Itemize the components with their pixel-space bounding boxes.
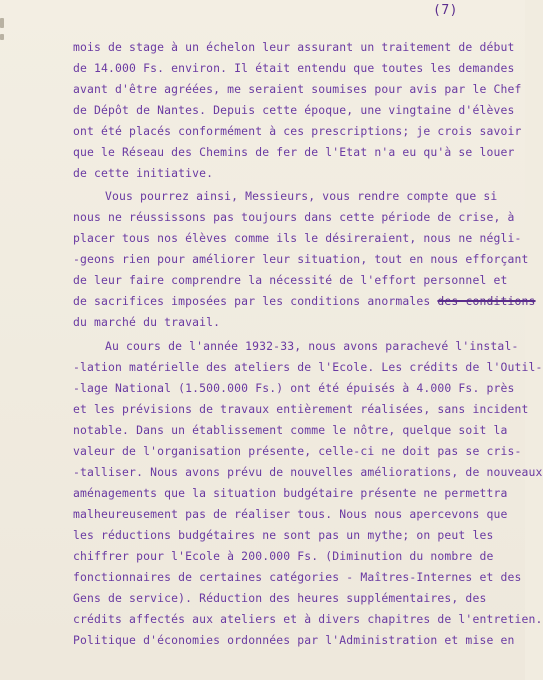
text-line: -lation matérielle des ateliers de l'Ecole. Les crédits de l'Outil- — [73, 360, 543, 374]
text-line: malheureusement pas de réaliser tous. Nous nous apercevons que — [73, 507, 508, 521]
text-segment: de sacrifices imposées par les conditions anormales — [73, 294, 431, 308]
text-line: ont été placés conformément à ces prescriptions; je crois savoir — [73, 124, 522, 138]
text-line: chiffrer pour l'Ecole à 200.000 Fs. (Diminution du nombre de — [73, 549, 494, 563]
text-line: Politique d'économies ordonnées par l'Administration et mise en — [73, 633, 515, 647]
paragraph-first-line: Vous pourrez ainsi, Messieurs, vous rendre compte que si — [105, 189, 498, 203]
text-line: que le Réseau des Chemins de fer de l'Etat n'a eu qu'à se louer — [73, 145, 515, 159]
text-line: -lage National (1.500.000 Fs.) ont été épuisés à 4.000 Fs. près — [73, 381, 515, 395]
text-line-with-strikeout — [73, 294, 536, 308]
text-line: -geons rien pour améliorer leur situation, tout en nous efforçant — [73, 252, 529, 266]
text-line: notable. Dans un établissement comme le nôtre, quelque soit la — [73, 423, 508, 437]
text-line: de Dépôt de Nantes. Depuis cette époque, une vingtaine d'élèves — [73, 103, 515, 117]
text-line: mois de stage à un échelon leur assurant un traitement de début — [73, 40, 515, 54]
text-line: de leur faire comprendre la nécessité de l'effort personnel et — [73, 273, 508, 287]
paragraph-first-line: Au cours de l'année 1932-33, nous avons parachevé l'instal- — [105, 339, 519, 353]
page-edge-mark — [0, 18, 4, 28]
text-line: de 14.000 Fs. environ. Il était entendu que toutes les demandes — [73, 61, 515, 75]
struck-out-text: des conditions — [437, 294, 536, 308]
page-edge-mark — [0, 34, 4, 40]
text-line: crédits affectés aux ateliers et à divers chapitres de l'entretien. — [73, 612, 543, 626]
text-line: de cette initiative. — [73, 166, 214, 180]
text-line: fonctionnaires de certaines catégories - Maîtres-Internes et des — [73, 570, 522, 584]
text-line: et les prévisions de travaux entièrement réalisées, sans incident — [73, 402, 529, 416]
page-number: (7) — [433, 3, 458, 18]
text-line: placer tous nos élèves comme ils le désireraient, nous ne négli- — [73, 231, 522, 245]
text-line: valeur de l'organisation présente, celle-ci ne doit pas se cris- — [73, 444, 522, 458]
text-line: du marché du travail. — [73, 315, 221, 329]
text-line: avant d'être agréées, me seraient soumises pour avis par le Chef — [73, 82, 522, 96]
text-line: les réductions budgétaires ne sont pas un mythe; on peut les — [73, 528, 494, 542]
text-line: Gens de service). Réduction des heures supplémentaires, des — [73, 591, 487, 605]
text-line: aménagements que la situation budgétaire présente ne permettra — [73, 486, 508, 500]
text-line: -talliser. Nous avons prévu de nouvelles améliorations, de nouveaux — [73, 465, 543, 479]
text-line: nous ne réussissons pas toujours dans cette période de crise, à — [73, 210, 515, 224]
